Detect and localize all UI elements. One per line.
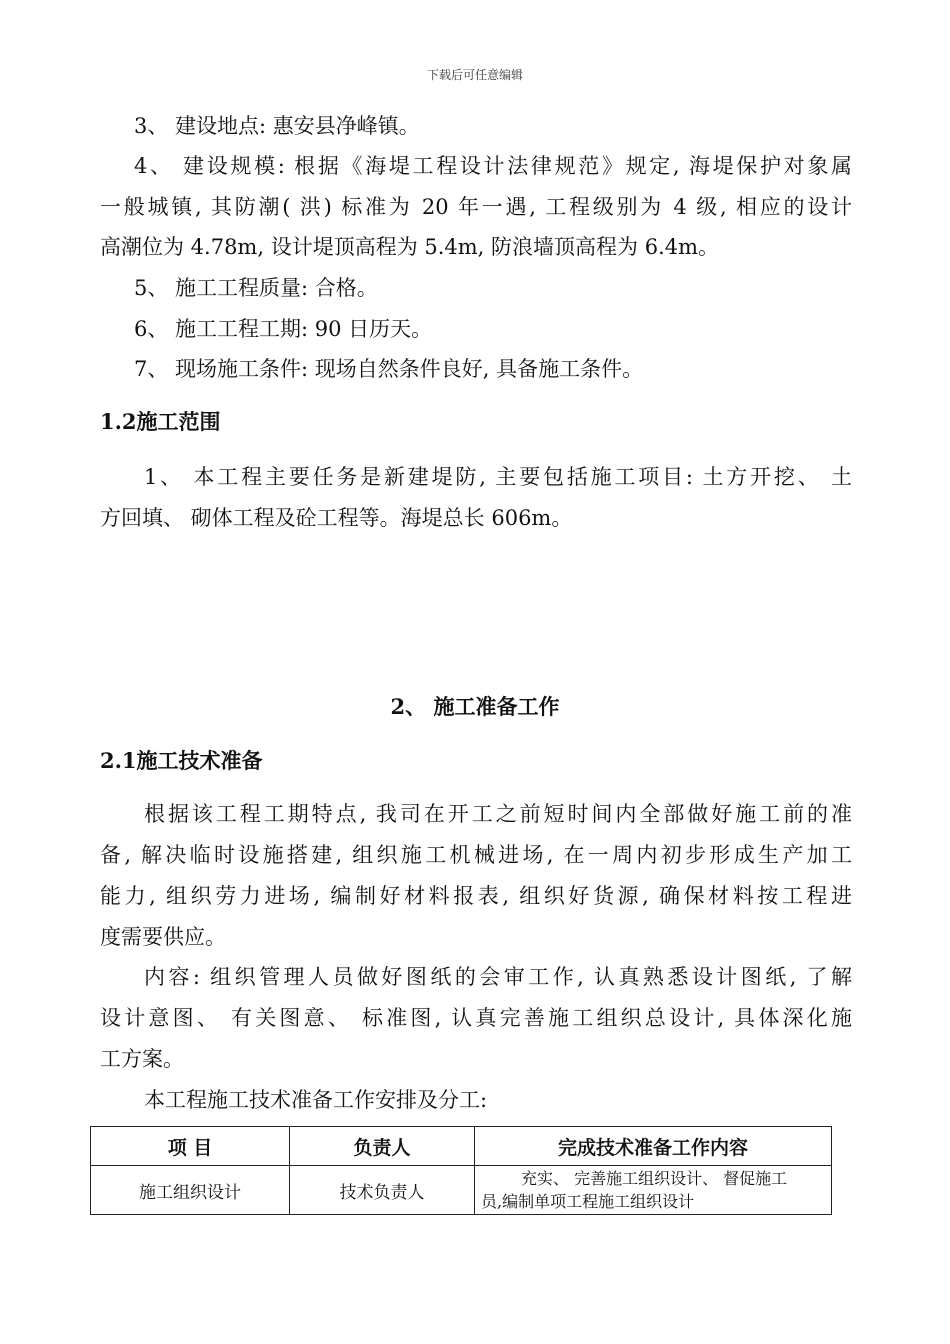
section-1-2-line-2: 方回填、 砌体工程及砼工程等。海堤总长 606m。 [100, 506, 573, 530]
para-1-line-2: 备, 解决临时设施搭建, 组织施工机械进场, 在一周内初步形成生产加工 [100, 843, 852, 867]
para-1-line-3: 能力, 组织劳力进场, 编制好材料报表, 组织好货源, 确保材料按工程进 [100, 884, 852, 908]
item-3: 3、 建设地点: 惠安县净峰镇。 [134, 114, 420, 138]
para-1-line-1: 根据该工程工期特点, 我司在开工之前短时间内全部做好施工前的准 [144, 802, 852, 826]
item-5: 5、 施工工程质量: 合格。 [134, 276, 378, 300]
section-2-title: 2、 施工准备工作 [390, 694, 560, 719]
table-header-row [91, 1127, 832, 1166]
table-row [91, 1166, 832, 1215]
item-6: 6、 施工工程工期: 90 日历天。 [134, 317, 433, 341]
para-2-line-3: 工方案。 [100, 1047, 184, 1071]
page-header: 下载后可任意编辑 [426, 68, 523, 82]
header-owner: 负责人 [290, 1127, 475, 1166]
header-item: 项 目 [91, 1127, 290, 1166]
section-1-2-title: 1.2施工范围 [100, 409, 221, 434]
header-content: 完成技术准备工作内容 [475, 1127, 832, 1166]
cell-content [475, 1166, 832, 1215]
para-2-line-2: 设计意图、 有关图意、 标准图, 认真完善施工组织总设计, 具体深化施 [100, 1006, 852, 1030]
para-2-line-1: 内容: 组织管理人员做好图纸的会审工作, 认真熟悉设计图纸, 了解 [144, 965, 852, 989]
para-1-line-4: 度需要供应。 [100, 925, 226, 949]
section-2-1-title: 2.1施工技术准备 [100, 748, 263, 773]
item-4-line-2: 一般城镇, 其防潮( 洪) 标准为 20 年一遇, 工程级别为 4 级, 相应的设计 [100, 195, 852, 219]
cell-content-line-2: 员,编制单项工程施工组织设计 [481, 1192, 695, 1211]
cell-content-line-1: 充实、 完善施工组织设计、 督促施工 [521, 1169, 788, 1188]
section-1-2-line-1: 1、 本工程主要任务是新建堤防, 主要包括施工项目: 土方开挖、 土 [144, 465, 852, 489]
item-7: 7、 现场施工条件: 现场自然条件良好, 具备施工条件。 [134, 357, 644, 381]
item-4-line-1: 4、 建设规模: 根据《海堤工程设计法律规范》规定, 海堤保护对象属 [134, 154, 852, 178]
para-3: 本工程施工技术准备工作安排及分工: [144, 1088, 488, 1112]
cell-owner: 技术负责人 [290, 1166, 475, 1215]
tech-prep-table [90, 1126, 832, 1215]
cell-item: 施工组织设计 [91, 1166, 290, 1215]
item-4-line-3: 高潮位为 4.78m, 设计堤顶高程为 5.4m, 防浪墙顶高程为 6.4m。 [100, 235, 720, 259]
